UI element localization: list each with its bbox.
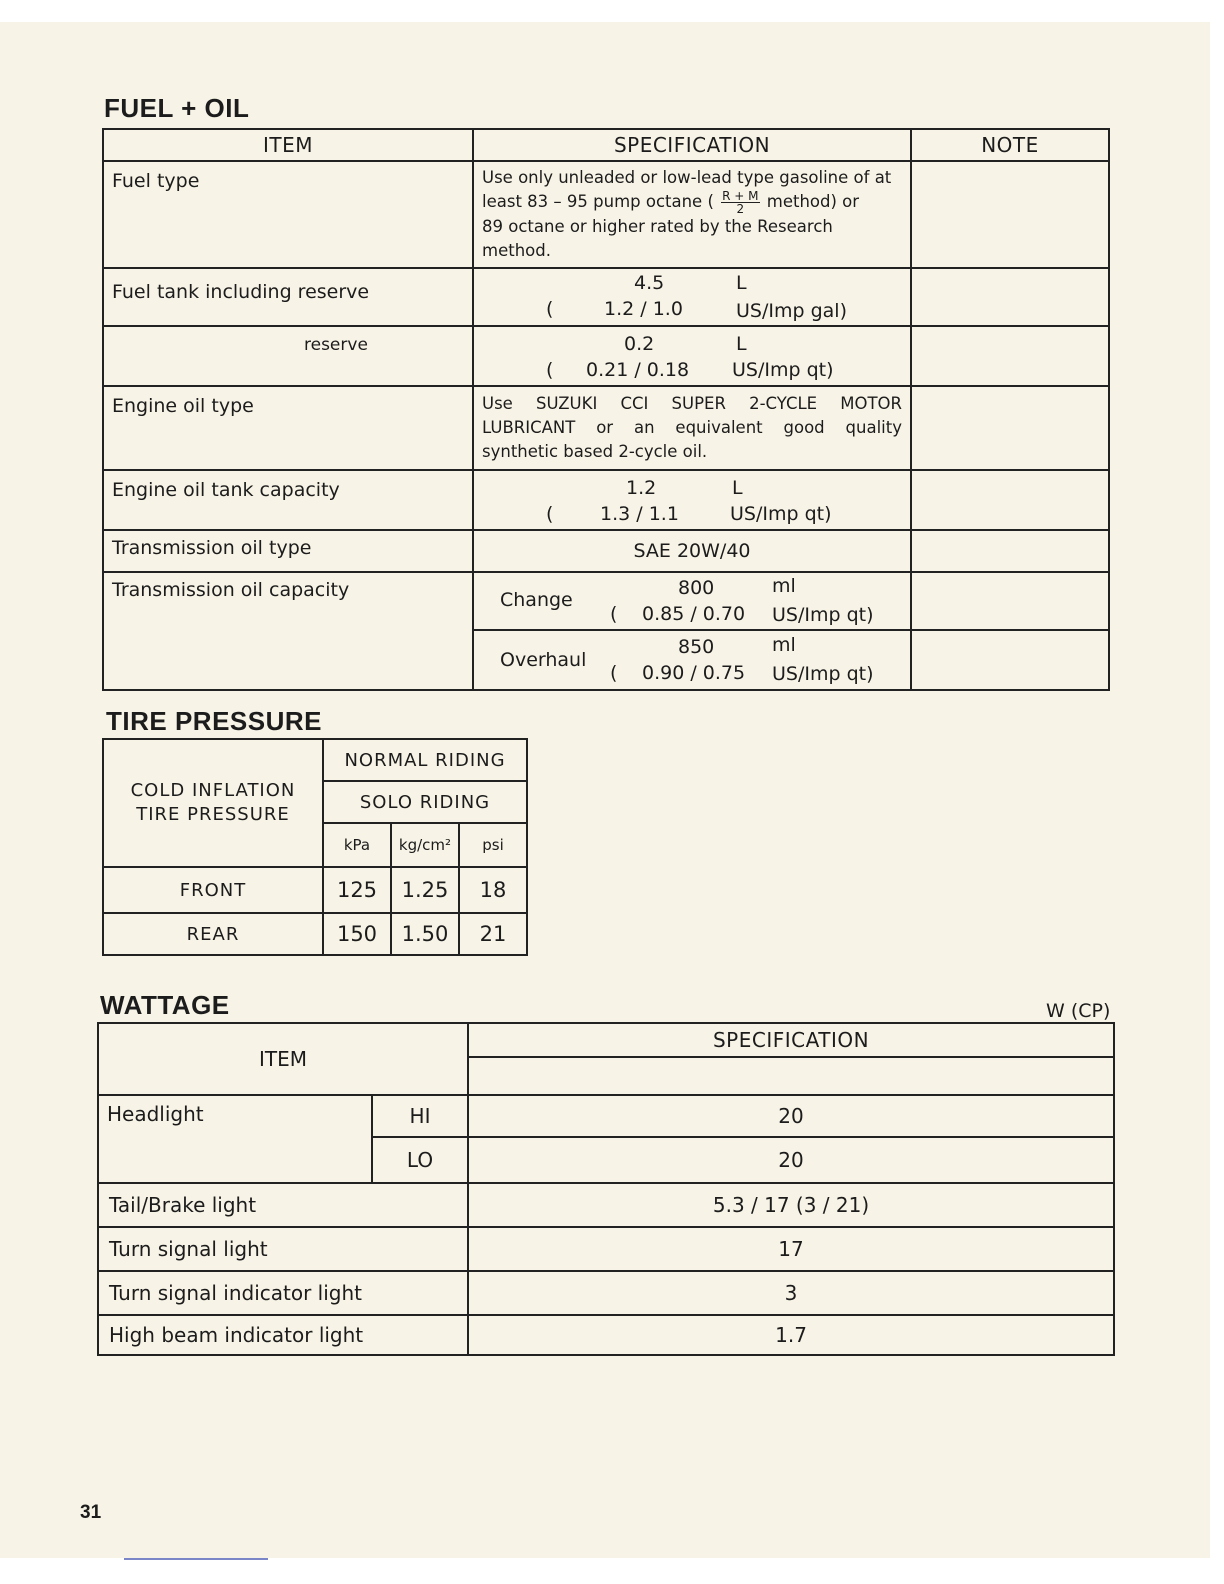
engine-oil-type-label: Engine oil type	[103, 386, 473, 470]
wattage-title: WATTAGE	[100, 990, 230, 1020]
engine-oil-tank-note	[911, 470, 1109, 530]
high-beam-indicator-label: High beam indicator light	[98, 1315, 468, 1355]
fuel-tank-paren: (	[546, 298, 554, 320]
fuel-tank-alt-value: 1.2 / 1.0	[604, 298, 683, 320]
transmission-oil-overhaul-alt-unit: US/Imp qt)	[772, 663, 874, 685]
tail-brake-light-label: Tail/Brake light	[98, 1183, 468, 1227]
tail-brake-light-value: 5.3 / 17 (3 / 21)	[468, 1183, 1114, 1227]
fuel-tank-note	[911, 268, 1109, 326]
transmission-oil-overhaul-label: Overhaul	[500, 649, 587, 671]
tire-pressure-table	[102, 738, 528, 956]
high-beam-indicator-row	[98, 1315, 1114, 1355]
engine-oil-tank-alt-value: 1.3 / 1.1	[600, 503, 679, 525]
transmission-oil-overhaul-alt-value: 0.90 / 0.75	[642, 662, 746, 684]
wattage-header-item: ITEM	[98, 1023, 468, 1095]
engine-oil-tank-unit: L	[732, 477, 743, 499]
transmission-oil-change-alt-value: 0.85 / 0.70	[642, 603, 746, 625]
engine-oil-type-spec-line3: synthetic based 2-cycle oil.	[482, 442, 708, 461]
tire-front-psi: 18	[459, 867, 527, 913]
reserve-alt-value: 0.21 / 0.18	[586, 359, 690, 381]
transmission-oil-change-note	[911, 572, 1109, 630]
transmission-oil-change-spec	[473, 572, 911, 630]
fuel-type-spec-line2	[482, 190, 902, 215]
engine-oil-tank-label: Engine oil tank capacity	[103, 470, 473, 530]
reserve-paren: (	[546, 359, 554, 381]
engine-oil-type-spec	[473, 386, 911, 470]
engine-oil-type-spec-line2: LUBRICANT or an equivalent good quality	[482, 418, 902, 437]
fuel-tank-alt-unit: US/Imp gal)	[736, 300, 847, 322]
engine-oil-tank-value: 1.2	[626, 477, 657, 499]
transmission-oil-change-unit: ml	[772, 575, 796, 597]
scan-right-margin	[1210, 0, 1224, 1584]
tire-front-kpa: 125	[323, 867, 391, 913]
tire-rear-psi: 21	[459, 913, 527, 955]
headlight-lo-value: 20	[468, 1137, 1114, 1183]
fuel-tank-spec	[473, 268, 911, 326]
transmission-oil-change-label: Change	[500, 589, 573, 611]
reserve-label: reserve	[103, 326, 473, 386]
unit-kgcm: kg/cm²	[391, 823, 459, 867]
fuel-type-spec-line2-post: method) or	[766, 192, 860, 211]
reserve-alt-unit: US/Imp qt)	[732, 359, 834, 381]
reserve-note	[911, 326, 1109, 386]
turn-signal-light-value: 17	[468, 1227, 1114, 1271]
fuel-header-specification: SPECIFICATION	[473, 129, 911, 161]
transmission-oil-capacity-label: Transmission oil capacity	[103, 572, 473, 690]
tire-pressure-title: TIRE PRESSURE	[106, 706, 322, 736]
engine-oil-type-note	[911, 386, 1109, 470]
tire-rear-kpa: 150	[323, 913, 391, 955]
wattage-subheader-spacer	[468, 1057, 1114, 1095]
octane-fraction-denominator: 2	[736, 202, 745, 216]
cold-inflation-label	[103, 739, 323, 867]
tire-front-row	[103, 867, 527, 913]
transmission-oil-overhaul-paren: (	[610, 662, 618, 684]
turn-signal-light-row	[98, 1227, 1114, 1271]
transmission-oil-change-alt-unit: US/Imp qt)	[772, 604, 874, 626]
bottom-rule	[124, 1558, 268, 1560]
fuel-oil-table	[102, 128, 1110, 691]
transmission-oil-overhaul-note	[911, 630, 1109, 690]
tail-brake-light-row	[98, 1183, 1114, 1227]
headlight-hi-row	[98, 1095, 1114, 1137]
fuel-tank-label: Fuel tank including reserve	[103, 268, 473, 326]
tire-normal-riding-row	[103, 739, 527, 781]
engine-oil-type-row	[103, 386, 1109, 470]
cold-inflation-label-line1: COLD INFLATION	[130, 780, 296, 801]
transmission-oil-type-value: SAE 20W/40	[473, 530, 911, 572]
fuel-header-item: ITEM	[103, 129, 473, 161]
unit-kpa: kPa	[323, 823, 391, 867]
transmission-oil-change-value: 800	[678, 577, 715, 599]
transmission-oil-type-label: Transmission oil type	[103, 530, 473, 572]
engine-oil-type-spec-line1: Use SUZUKI CCI SUPER 2-CYCLE MOTOR	[482, 394, 902, 413]
fuel-tank-value: 4.5	[634, 272, 665, 294]
fuel-tank-row	[103, 268, 1109, 326]
reserve-value: 0.2	[624, 333, 655, 355]
reserve-spec	[473, 326, 911, 386]
fuel-type-note	[911, 161, 1109, 268]
transmission-oil-overhaul-spec	[473, 630, 911, 690]
octane-fraction-numerator: R + M	[722, 189, 759, 203]
fuel-type-spec-line2-pre: least 83 – 95 pump octane (	[482, 192, 714, 211]
fuel-oil-title: FUEL + OIL	[104, 93, 250, 123]
wattage-header-row	[98, 1023, 1114, 1057]
reserve-row	[103, 326, 1109, 386]
unit-psi: psi	[459, 823, 527, 867]
tire-rear-row	[103, 913, 527, 955]
engine-oil-tank-row	[103, 470, 1109, 530]
transmission-oil-type-row	[103, 530, 1109, 572]
reserve-unit: L	[736, 333, 747, 355]
turn-signal-indicator-row	[98, 1271, 1114, 1315]
tire-rear-kgcm: 1.50	[391, 913, 459, 955]
fuel-header-row	[103, 129, 1109, 161]
turn-signal-indicator-value: 3	[468, 1271, 1114, 1315]
headlight-hi-value: 20	[468, 1095, 1114, 1137]
headlight-hi-label: HI	[372, 1095, 468, 1137]
scan-bottom-margin	[0, 1558, 1224, 1584]
wattage-header-specification: SPECIFICATION	[468, 1023, 1114, 1057]
tire-front-label: FRONT	[103, 867, 323, 913]
headlight-lo-label: LO	[372, 1137, 468, 1183]
wattage-table	[97, 1022, 1115, 1356]
octane-fraction	[721, 190, 759, 215]
fuel-type-spec-line3: 89 octane or higher rated by the Research method.	[482, 217, 833, 260]
transmission-oil-change-paren: (	[610, 603, 618, 625]
transmission-oil-overhaul-value: 850	[678, 636, 715, 658]
scan-top-margin	[0, 0, 1224, 22]
transmission-oil-change-row	[103, 572, 1109, 630]
fuel-header-note: NOTE	[911, 129, 1109, 161]
fuel-type-label: Fuel type	[103, 161, 473, 268]
engine-oil-tank-paren: (	[546, 503, 554, 525]
turn-signal-light-label: Turn signal light	[98, 1227, 468, 1271]
transmission-oil-type-note	[911, 530, 1109, 572]
fuel-type-spec-line1: Use only unleaded or low-lead type gasoline of at	[482, 168, 892, 187]
fuel-tank-unit: L	[736, 272, 747, 294]
page-number: 31	[80, 1502, 102, 1523]
engine-oil-tank-alt-unit: US/Imp qt)	[730, 503, 832, 525]
tire-rear-label: REAR	[103, 913, 323, 955]
fuel-type-spec	[473, 161, 911, 268]
tire-front-kgcm: 1.25	[391, 867, 459, 913]
normal-riding-header: NORMAL RIDING	[323, 739, 527, 781]
headlight-label: Headlight	[98, 1095, 372, 1183]
turn-signal-indicator-label: Turn signal indicator light	[98, 1271, 468, 1315]
high-beam-indicator-value: 1.7	[468, 1315, 1114, 1355]
cold-inflation-label-line2: TIRE PRESSURE	[136, 804, 290, 825]
solo-riding-header: SOLO RIDING	[323, 781, 527, 823]
engine-oil-tank-spec	[473, 470, 911, 530]
transmission-oil-overhaul-unit: ml	[772, 634, 796, 656]
wattage-unit-note: W (CP)	[1046, 1000, 1111, 1022]
fuel-type-row	[103, 161, 1109, 268]
